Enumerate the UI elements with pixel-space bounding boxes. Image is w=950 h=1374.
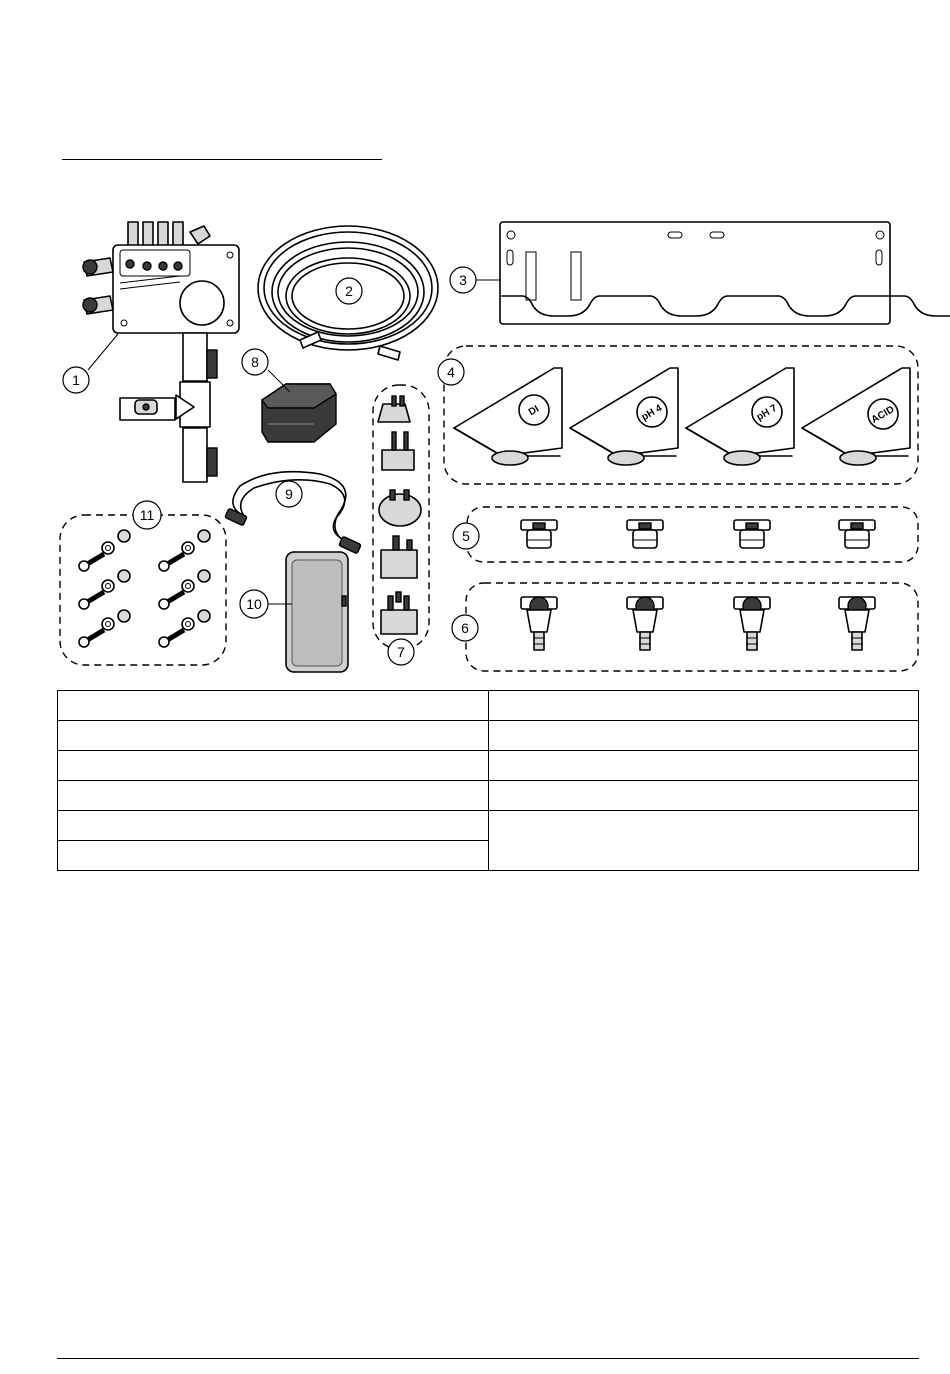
reagent-holder-ph7 bbox=[686, 368, 794, 465]
table-cell bbox=[58, 691, 489, 721]
plug-adapter-set bbox=[378, 396, 421, 634]
mounting-bracket bbox=[500, 222, 950, 324]
table-row bbox=[58, 751, 919, 781]
table-cell bbox=[58, 751, 489, 781]
table-row bbox=[58, 691, 919, 721]
table-row bbox=[58, 781, 919, 811]
callout-5: 5 bbox=[462, 528, 470, 544]
reagent-label-di: DI bbox=[526, 403, 542, 419]
callout-4: 4 bbox=[447, 364, 455, 380]
callout-10: 10 bbox=[246, 596, 262, 612]
reagent-label-ph7: pH 7 bbox=[754, 402, 780, 424]
callout-7: 7 bbox=[397, 644, 405, 660]
hardware-kit bbox=[79, 530, 210, 647]
table-cell bbox=[58, 781, 489, 811]
table-cell bbox=[58, 841, 489, 871]
table-cell bbox=[58, 721, 489, 751]
callout-11: 11 bbox=[139, 507, 155, 523]
reagent-holder-acid bbox=[802, 368, 910, 465]
parts-table bbox=[57, 690, 919, 871]
callout-8: 8 bbox=[251, 354, 259, 370]
table-row bbox=[58, 721, 919, 751]
callout-6: 6 bbox=[461, 620, 469, 636]
table-cell bbox=[488, 811, 919, 871]
barbed-fitting-set bbox=[521, 597, 875, 650]
table-cell bbox=[488, 691, 919, 721]
table-cell bbox=[58, 811, 489, 841]
callout-2: 2 bbox=[345, 283, 353, 299]
manifold-assembly bbox=[83, 222, 239, 482]
table-cell bbox=[488, 721, 919, 751]
reagent-label-acid: ACID bbox=[869, 404, 897, 426]
callout-3: 3 bbox=[459, 272, 467, 288]
reagent-label-ph4: pH 4 bbox=[639, 402, 665, 424]
cap-set bbox=[521, 520, 875, 548]
power-supply bbox=[262, 384, 336, 442]
callout-1: 1 bbox=[72, 372, 80, 388]
table-row bbox=[58, 811, 919, 841]
reagent-holder-ph4 bbox=[570, 368, 678, 465]
callout-9: 9 bbox=[285, 486, 293, 502]
reagent-holder-di bbox=[454, 368, 562, 465]
table-cell bbox=[488, 781, 919, 811]
footer-rule bbox=[57, 1358, 919, 1359]
table-cell bbox=[488, 751, 919, 781]
battery-pack bbox=[286, 552, 348, 672]
